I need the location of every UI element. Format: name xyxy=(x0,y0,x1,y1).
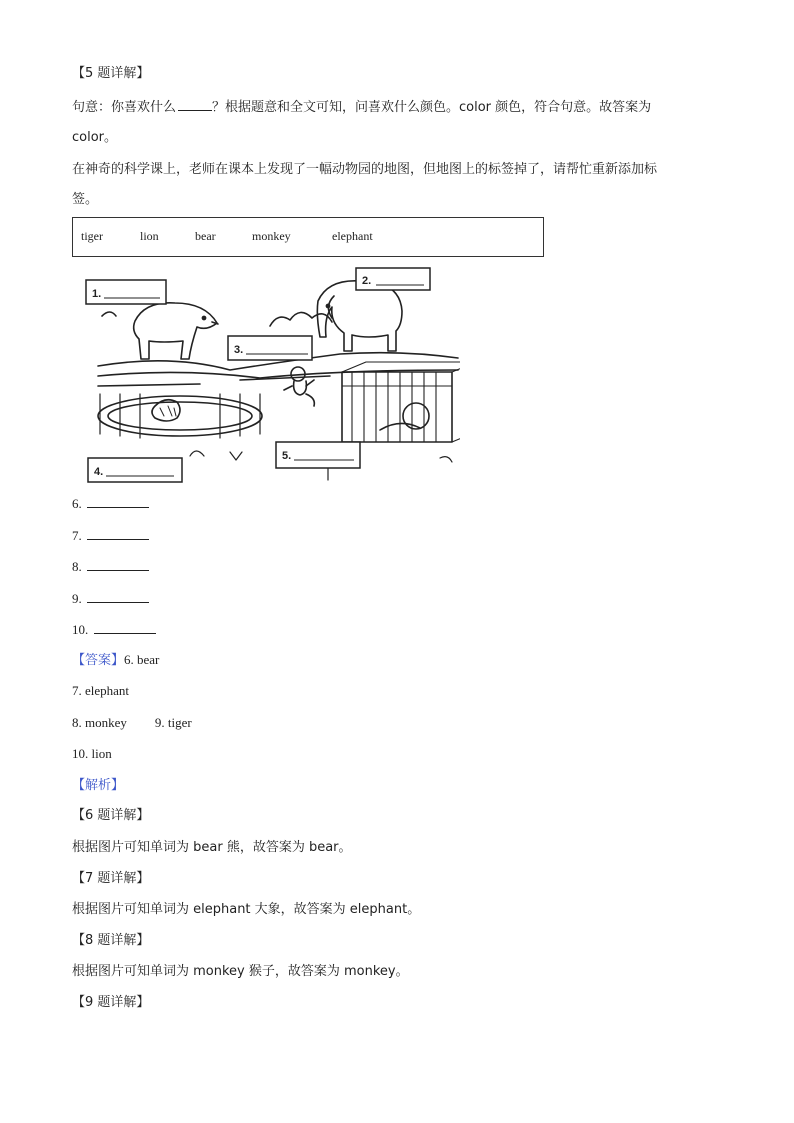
answer-10: 10. lion xyxy=(72,746,112,761)
map-label-4: 4. xyxy=(94,466,104,478)
map-label-3: 3. xyxy=(234,344,244,356)
q5-explanation-line2: color。 xyxy=(72,130,118,145)
answer-9: 9. tiger xyxy=(154,715,192,730)
map-label-box-2 xyxy=(356,268,430,290)
map-label-box-3 xyxy=(228,336,312,360)
question-6 xyxy=(72,494,149,514)
detail-header-9: 【9 题详解】 xyxy=(72,995,150,1010)
answer-blank xyxy=(87,495,149,508)
map-label-1: 1. xyxy=(92,288,102,300)
q5-explanation-line1 xyxy=(72,98,651,118)
question-8 xyxy=(72,557,149,577)
word-bank-item: monkey xyxy=(252,229,291,243)
answer-blank xyxy=(87,527,149,540)
question-number: 6. xyxy=(72,496,82,511)
answer-blank xyxy=(87,558,149,571)
question-7 xyxy=(72,526,149,546)
q5-blank xyxy=(178,98,212,111)
word-bank-item: bear xyxy=(195,229,216,243)
answer-line-6 xyxy=(72,650,159,671)
map-label-5: 5. xyxy=(282,450,292,462)
answer-blank xyxy=(94,621,156,634)
intro-line1: 在神奇的科学课上，老师在课本上发现了一幅动物园的地图，但地图上的标签掉了，请帮忙重新添加标 xyxy=(72,162,658,177)
detail-header-8: 【8 题详解】 xyxy=(72,933,150,948)
q5-header: 【5 题详解】 xyxy=(72,66,150,81)
question-number: 7. xyxy=(72,528,82,543)
question-number: 8. xyxy=(72,559,82,574)
q5-text-b: ？根据题意和全文可知，问喜欢什么颜色。color 颜色，符合句意。故答案为 xyxy=(212,100,652,115)
map-label-box-1 xyxy=(86,280,166,304)
map-label-box-5 xyxy=(276,442,360,468)
detail-text-7: 根据图片可知单词为 elephant 大象，故答案为 elephant。 xyxy=(72,902,421,917)
word-bank-item: lion xyxy=(140,229,159,243)
answer-tag: 【答案】 xyxy=(72,653,125,668)
word-bank-item: elephant xyxy=(332,229,373,243)
map-label-box-4 xyxy=(88,458,182,482)
zoo-map-illustration xyxy=(80,266,460,486)
answer-8: 8. monkey xyxy=(72,715,127,730)
detail-header-7: 【7 题详解】 xyxy=(72,871,150,886)
answer-6: 6. bear xyxy=(124,652,160,667)
analysis-tag: 【解析】 xyxy=(72,778,125,793)
intro-line2: 签。 xyxy=(72,192,99,207)
question-number: 9. xyxy=(72,591,82,606)
q5-text-a: 句意：你喜欢什么 xyxy=(72,100,177,115)
bear-drawing xyxy=(134,303,217,359)
answer-line-8-9 xyxy=(72,713,192,733)
question-10 xyxy=(72,620,156,640)
question-number: 10. xyxy=(72,622,89,637)
lion-drawing xyxy=(403,403,429,429)
answer-blank xyxy=(87,590,149,603)
question-9 xyxy=(72,589,149,609)
detail-header-6: 【6 题详解】 xyxy=(72,808,150,823)
word-bank-item: tiger xyxy=(81,229,103,243)
answer-7: 7. elephant xyxy=(72,683,130,698)
detail-text-8: 根据图片可知单词为 monkey 猴子，故答案为 monkey。 xyxy=(72,964,409,979)
word-bank-box xyxy=(72,217,544,257)
map-label-2: 2. xyxy=(362,275,372,287)
bush xyxy=(270,312,332,326)
detail-text-6: 根据图片可知单词为 bear 熊，故答案为 bear。 xyxy=(72,840,352,855)
